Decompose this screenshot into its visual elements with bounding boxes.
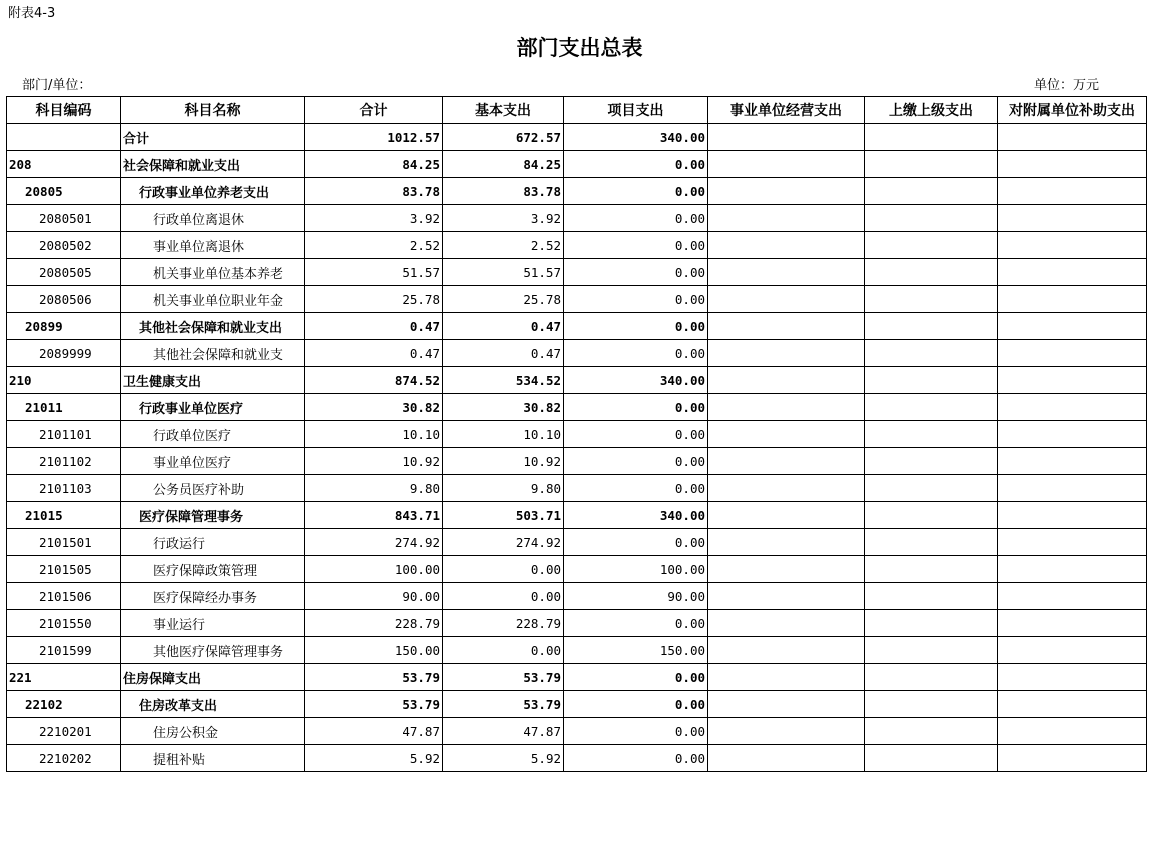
cell-code bbox=[7, 124, 121, 151]
cell-total: 25.78 bbox=[305, 286, 443, 313]
cell-project: 90.00 bbox=[564, 583, 708, 610]
cell-total: 53.79 bbox=[305, 691, 443, 718]
cell-name: 合计 bbox=[121, 124, 305, 151]
cell-total: 228.79 bbox=[305, 610, 443, 637]
cell-basic: 0.00 bbox=[443, 637, 564, 664]
table-row bbox=[7, 529, 1147, 556]
cell-name: 医疗保障经办事务 bbox=[121, 583, 305, 610]
cell-basic: 3.92 bbox=[443, 205, 564, 232]
cell-upper bbox=[865, 367, 998, 394]
cell-subsidy bbox=[998, 475, 1147, 502]
table-row bbox=[7, 421, 1147, 448]
cell-project: 0.00 bbox=[564, 259, 708, 286]
cell-upper bbox=[865, 340, 998, 367]
cell-name: 行政运行 bbox=[121, 529, 305, 556]
cell-name: 提租补贴 bbox=[121, 745, 305, 772]
cell-project: 0.00 bbox=[564, 664, 708, 691]
cell-code: 2210202 bbox=[7, 745, 121, 772]
cell-project: 340.00 bbox=[564, 502, 708, 529]
header-subsidy: 对附属单位补助支出 bbox=[998, 97, 1147, 124]
cell-total: 9.80 bbox=[305, 475, 443, 502]
cell-total: 83.78 bbox=[305, 178, 443, 205]
cell-code: 2101505 bbox=[7, 556, 121, 583]
cell-name: 住房保障支出 bbox=[121, 664, 305, 691]
table-row bbox=[7, 637, 1147, 664]
table-row bbox=[7, 178, 1147, 205]
unit-label: 单位：万元 bbox=[1034, 78, 1100, 93]
cell-business bbox=[708, 259, 865, 286]
cell-upper bbox=[865, 124, 998, 151]
cell-total: 843.71 bbox=[305, 502, 443, 529]
cell-code: 2101501 bbox=[7, 529, 121, 556]
cell-subsidy bbox=[998, 745, 1147, 772]
cell-upper bbox=[865, 529, 998, 556]
cell-name: 事业单位离退休 bbox=[121, 232, 305, 259]
cell-upper bbox=[865, 151, 998, 178]
cell-name: 其他社会保障和就业支出 bbox=[121, 313, 305, 340]
cell-business bbox=[708, 556, 865, 583]
table-row bbox=[7, 691, 1147, 718]
cell-business bbox=[708, 178, 865, 205]
cell-project: 0.00 bbox=[564, 421, 708, 448]
cell-subsidy bbox=[998, 367, 1147, 394]
cell-project: 0.00 bbox=[564, 475, 708, 502]
cell-upper bbox=[865, 556, 998, 583]
cell-business bbox=[708, 232, 865, 259]
cell-subsidy bbox=[998, 259, 1147, 286]
cell-upper bbox=[865, 745, 998, 772]
header-row bbox=[7, 97, 1147, 124]
cell-code: 210 bbox=[7, 367, 121, 394]
cell-business bbox=[708, 286, 865, 313]
cell-name: 社会保障和就业支出 bbox=[121, 151, 305, 178]
cell-subsidy bbox=[998, 421, 1147, 448]
cell-project: 0.00 bbox=[564, 448, 708, 475]
cell-code: 21015 bbox=[7, 502, 121, 529]
cell-name: 行政事业单位医疗 bbox=[121, 394, 305, 421]
cell-total: 0.47 bbox=[305, 313, 443, 340]
cell-upper bbox=[865, 718, 998, 745]
cell-name: 公务员医疗补助 bbox=[121, 475, 305, 502]
cell-project: 0.00 bbox=[564, 691, 708, 718]
cell-business bbox=[708, 502, 865, 529]
table-row bbox=[7, 583, 1147, 610]
cell-subsidy bbox=[998, 718, 1147, 745]
cell-code: 2080506 bbox=[7, 286, 121, 313]
cell-basic: 47.87 bbox=[443, 718, 564, 745]
cell-code: 2210201 bbox=[7, 718, 121, 745]
cell-total: 874.52 bbox=[305, 367, 443, 394]
table-row bbox=[7, 718, 1147, 745]
table-row bbox=[7, 475, 1147, 502]
cell-name: 行政单位离退休 bbox=[121, 205, 305, 232]
table-row bbox=[7, 205, 1147, 232]
cell-code: 20805 bbox=[7, 178, 121, 205]
cell-subsidy bbox=[998, 556, 1147, 583]
cell-code: 208 bbox=[7, 151, 121, 178]
cell-project: 340.00 bbox=[564, 367, 708, 394]
cell-upper bbox=[865, 637, 998, 664]
cell-subsidy bbox=[998, 502, 1147, 529]
cell-subsidy bbox=[998, 124, 1147, 151]
cell-total: 51.57 bbox=[305, 259, 443, 286]
cell-project: 0.00 bbox=[564, 340, 708, 367]
cell-total: 2.52 bbox=[305, 232, 443, 259]
department-label: 部门/单位： bbox=[22, 78, 92, 93]
table-row bbox=[7, 664, 1147, 691]
cell-upper bbox=[865, 232, 998, 259]
cell-business bbox=[708, 610, 865, 637]
cell-total: 47.87 bbox=[305, 718, 443, 745]
header-name: 科目名称 bbox=[121, 97, 305, 124]
cell-basic: 9.80 bbox=[443, 475, 564, 502]
table-row bbox=[7, 151, 1147, 178]
cell-subsidy bbox=[998, 583, 1147, 610]
cell-business bbox=[708, 745, 865, 772]
cell-code: 221 bbox=[7, 664, 121, 691]
cell-upper bbox=[865, 583, 998, 610]
cell-upper bbox=[865, 610, 998, 637]
cell-basic: 228.79 bbox=[443, 610, 564, 637]
cell-name: 机关事业单位基本养老 bbox=[121, 259, 305, 286]
cell-project: 0.00 bbox=[564, 313, 708, 340]
cell-business bbox=[708, 529, 865, 556]
cell-project: 0.00 bbox=[564, 286, 708, 313]
cell-code: 2101550 bbox=[7, 610, 121, 637]
cell-name: 其他社会保障和就业支 bbox=[121, 340, 305, 367]
cell-subsidy bbox=[998, 286, 1147, 313]
cell-subsidy bbox=[998, 610, 1147, 637]
cell-name: 卫生健康支出 bbox=[121, 367, 305, 394]
cell-business bbox=[708, 151, 865, 178]
cell-basic: 0.47 bbox=[443, 313, 564, 340]
cell-basic: 84.25 bbox=[443, 151, 564, 178]
cell-business bbox=[708, 205, 865, 232]
cell-business bbox=[708, 394, 865, 421]
cell-code: 2101103 bbox=[7, 475, 121, 502]
cell-project: 150.00 bbox=[564, 637, 708, 664]
cell-project: 0.00 bbox=[564, 205, 708, 232]
cell-total: 10.10 bbox=[305, 421, 443, 448]
cell-code: 2101102 bbox=[7, 448, 121, 475]
cell-code: 2080501 bbox=[7, 205, 121, 232]
cell-name: 医疗保障管理事务 bbox=[121, 502, 305, 529]
cell-business bbox=[708, 421, 865, 448]
cell-subsidy bbox=[998, 151, 1147, 178]
cell-total: 90.00 bbox=[305, 583, 443, 610]
cell-total: 150.00 bbox=[305, 637, 443, 664]
cell-code: 22102 bbox=[7, 691, 121, 718]
header-basic: 基本支出 bbox=[443, 97, 564, 124]
cell-total: 1012.57 bbox=[305, 124, 443, 151]
cell-basic: 274.92 bbox=[443, 529, 564, 556]
cell-subsidy bbox=[998, 529, 1147, 556]
cell-business bbox=[708, 664, 865, 691]
cell-business bbox=[708, 124, 865, 151]
cell-name: 医疗保障政策管理 bbox=[121, 556, 305, 583]
cell-name: 事业单位医疗 bbox=[121, 448, 305, 475]
cell-basic: 30.82 bbox=[443, 394, 564, 421]
cell-upper bbox=[865, 691, 998, 718]
cell-basic: 83.78 bbox=[443, 178, 564, 205]
cell-name: 住房公积金 bbox=[121, 718, 305, 745]
cell-project: 100.00 bbox=[564, 556, 708, 583]
attachment-label: 附表4-3 bbox=[8, 6, 56, 21]
cell-upper bbox=[865, 448, 998, 475]
cell-business bbox=[708, 718, 865, 745]
cell-total: 30.82 bbox=[305, 394, 443, 421]
cell-name: 行政事业单位养老支出 bbox=[121, 178, 305, 205]
cell-basic: 5.92 bbox=[443, 745, 564, 772]
cell-subsidy bbox=[998, 205, 1147, 232]
cell-project: 0.00 bbox=[564, 394, 708, 421]
table-row bbox=[7, 259, 1147, 286]
table-row bbox=[7, 502, 1147, 529]
cell-code: 2101599 bbox=[7, 637, 121, 664]
cell-code: 2101506 bbox=[7, 583, 121, 610]
header-upper: 上缴上级支出 bbox=[865, 97, 998, 124]
cell-code: 20899 bbox=[7, 313, 121, 340]
table-row bbox=[7, 340, 1147, 367]
cell-project: 0.00 bbox=[564, 745, 708, 772]
header-code: 科目编码 bbox=[7, 97, 121, 124]
cell-subsidy bbox=[998, 691, 1147, 718]
cell-upper bbox=[865, 664, 998, 691]
cell-upper bbox=[865, 259, 998, 286]
cell-basic: 503.71 bbox=[443, 502, 564, 529]
cell-business bbox=[708, 313, 865, 340]
cell-basic: 51.57 bbox=[443, 259, 564, 286]
table-row bbox=[7, 610, 1147, 637]
cell-upper bbox=[865, 205, 998, 232]
table-body bbox=[7, 124, 1147, 772]
cell-subsidy bbox=[998, 394, 1147, 421]
cell-project: 0.00 bbox=[564, 151, 708, 178]
cell-total: 100.00 bbox=[305, 556, 443, 583]
cell-business bbox=[708, 340, 865, 367]
cell-business bbox=[708, 367, 865, 394]
cell-name: 住房改革支出 bbox=[121, 691, 305, 718]
cell-name: 行政单位医疗 bbox=[121, 421, 305, 448]
cell-project: 0.00 bbox=[564, 178, 708, 205]
cell-business bbox=[708, 691, 865, 718]
table-row bbox=[7, 286, 1147, 313]
cell-basic: 53.79 bbox=[443, 691, 564, 718]
cell-basic: 534.52 bbox=[443, 367, 564, 394]
cell-code: 2101101 bbox=[7, 421, 121, 448]
table-row bbox=[7, 124, 1147, 151]
cell-project: 0.00 bbox=[564, 610, 708, 637]
cell-upper bbox=[865, 502, 998, 529]
cell-upper bbox=[865, 421, 998, 448]
cell-basic: 25.78 bbox=[443, 286, 564, 313]
cell-basic: 672.57 bbox=[443, 124, 564, 151]
cell-project: 0.00 bbox=[564, 718, 708, 745]
cell-subsidy bbox=[998, 340, 1147, 367]
cell-upper bbox=[865, 394, 998, 421]
cell-total: 10.92 bbox=[305, 448, 443, 475]
cell-code: 2080505 bbox=[7, 259, 121, 286]
table-row bbox=[7, 367, 1147, 394]
page-title: 部门支出总表 bbox=[516, 35, 643, 60]
table-row bbox=[7, 232, 1147, 259]
cell-business bbox=[708, 448, 865, 475]
header-project: 项目支出 bbox=[564, 97, 708, 124]
cell-subsidy bbox=[998, 448, 1147, 475]
cell-name: 事业运行 bbox=[121, 610, 305, 637]
cell-basic: 10.92 bbox=[443, 448, 564, 475]
cell-subsidy bbox=[998, 664, 1147, 691]
cell-code: 21011 bbox=[7, 394, 121, 421]
cell-subsidy bbox=[998, 313, 1147, 340]
cell-total: 3.92 bbox=[305, 205, 443, 232]
cell-total: 274.92 bbox=[305, 529, 443, 556]
cell-subsidy bbox=[998, 637, 1147, 664]
cell-basic: 0.47 bbox=[443, 340, 564, 367]
expenditure-table bbox=[6, 96, 1147, 772]
cell-project: 0.00 bbox=[564, 529, 708, 556]
cell-upper bbox=[865, 313, 998, 340]
cell-total: 84.25 bbox=[305, 151, 443, 178]
table-row bbox=[7, 394, 1147, 421]
cell-upper bbox=[865, 286, 998, 313]
table-row bbox=[7, 313, 1147, 340]
cell-name: 其他医疗保障管理事务 bbox=[121, 637, 305, 664]
cell-upper bbox=[865, 178, 998, 205]
header-total: 合计 bbox=[305, 97, 443, 124]
cell-basic: 0.00 bbox=[443, 583, 564, 610]
cell-business bbox=[708, 583, 865, 610]
cell-total: 5.92 bbox=[305, 745, 443, 772]
cell-basic: 0.00 bbox=[443, 556, 564, 583]
cell-basic: 2.52 bbox=[443, 232, 564, 259]
table-row bbox=[7, 745, 1147, 772]
cell-project: 0.00 bbox=[564, 232, 708, 259]
cell-basic: 53.79 bbox=[443, 664, 564, 691]
cell-upper bbox=[865, 475, 998, 502]
cell-project: 340.00 bbox=[564, 124, 708, 151]
cell-total: 0.47 bbox=[305, 340, 443, 367]
cell-business bbox=[708, 475, 865, 502]
cell-business bbox=[708, 637, 865, 664]
header-business: 事业单位经营支出 bbox=[708, 97, 865, 124]
cell-total: 53.79 bbox=[305, 664, 443, 691]
cell-code: 2080502 bbox=[7, 232, 121, 259]
cell-basic: 10.10 bbox=[443, 421, 564, 448]
cell-subsidy bbox=[998, 178, 1147, 205]
cell-name: 机关事业单位职业年金 bbox=[121, 286, 305, 313]
cell-code: 2089999 bbox=[7, 340, 121, 367]
cell-subsidy bbox=[998, 232, 1147, 259]
table-row bbox=[7, 556, 1147, 583]
table-row bbox=[7, 448, 1147, 475]
